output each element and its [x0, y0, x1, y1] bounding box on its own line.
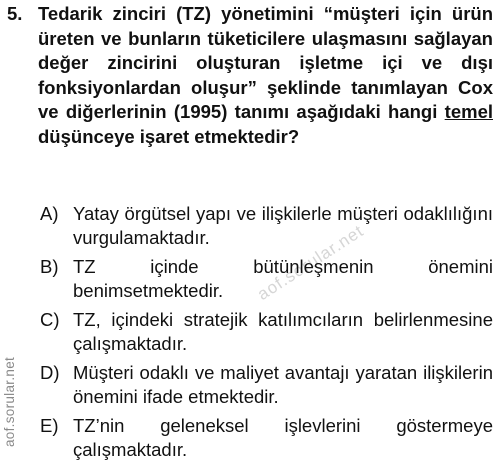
option-c[interactable] [40, 308, 493, 356]
diagonal-watermark: aof.sorular.net [254, 221, 368, 304]
question-number: 5. [7, 3, 23, 24]
question-text-part-1: Tedarik zinciri (TZ) yönetimini “müşteri için ürün üreten ve bunların tüketicilere ulaşmasını sağlayan değer zincirini oluşturan işletme içi ve dışı fonksiyonlardan oluşur” şeklinde tanımlayan Cox ve diğerlerinin (1995) tanımı aşağıdaki hangi [38, 3, 493, 122]
option-text: TZ içinde bütünleşmenin önemini benimsetmektedir. [73, 256, 493, 301]
option-text: TZ’nin geleneksel işlevlerini göstermeye çalışmaktadır. [73, 415, 493, 460]
question-text-underlined: temel [444, 101, 493, 122]
question-text [38, 2, 493, 149]
option-e[interactable] [40, 414, 493, 462]
option-text: Yatay örgütsel yapı ve ilişkilerle müşteri odaklılığını vurgulamaktadır. [73, 203, 493, 248]
option-d[interactable] [40, 361, 493, 409]
option-a[interactable] [40, 202, 493, 250]
option-letter: D) [40, 362, 60, 383]
option-text: Müşteri odaklı ve maliyet avantajı yaratan ilişkilerin önemini ifade etmektedir. [73, 362, 493, 407]
answer-options [40, 202, 493, 467]
option-text: TZ, içindeki stratejik katılımcıların belirlenmesine çalışmaktadır. [73, 309, 493, 354]
option-letter: E) [40, 415, 59, 436]
option-b[interactable] [40, 255, 493, 303]
option-letter: A) [40, 203, 59, 224]
option-letter: C) [40, 309, 60, 330]
option-letter: B) [40, 256, 59, 277]
side-watermark: aof.sorular.net [2, 356, 17, 447]
question-text-part-2: düşünceye işaret etmektedir? [38, 125, 300, 147]
